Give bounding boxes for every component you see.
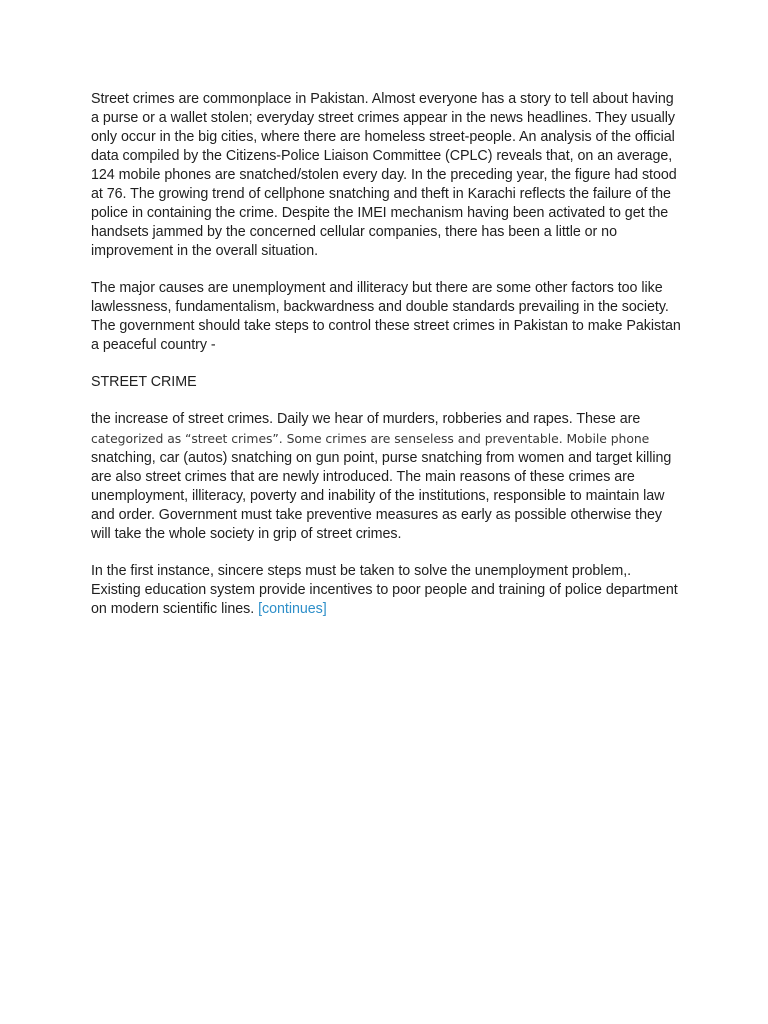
continues-link[interactable]: [continues]	[258, 601, 327, 617]
street-crime-text-c: snatching, car (autos) snatching on gun point, purse snatching from women and target killing are also street crimes that are newly introduced. The main reasons of these crimes are unemployment, illiteracy, poverty and inability of the institutions, responsible to maintain law and order. Government must take preventive measures as early as possible otherwise they will take the whole society in grip of street crimes.	[91, 450, 672, 542]
street-crime-text-b: categorized as “street crimes”. Some crimes are senseless and preventable. Mobile phone	[91, 431, 650, 446]
document-body	[91, 90, 683, 637]
street-crime-paragraph	[91, 410, 683, 544]
solution-paragraph	[91, 562, 683, 619]
causes-paragraph: The major causes are unemployment and illiteracy but there are some other factors too like lawlessness, fundamentalism, backwardness and double standards prevailing in the society. The government should take steps to control these street crimes in Pakistan to make Pakistan a peaceful country -	[91, 280, 681, 353]
street-crime-text-a: the increase of street crimes. Daily we hear of murders, robberies and rapes. These are	[91, 411, 641, 427]
section-heading: STREET CRIME	[91, 374, 197, 390]
intro-paragraph: Street crimes are commonplace in Pakistan. Almost everyone has a story to tell about having a purse or a wallet stolen; everyday street crimes appear in the news headlines. They usually only occur in the big cities, where there are homeless street-people. An analysis of the official data compiled by the Citizens-Police Liaison Committee (CPLC) reveals that, on an average, 124 mobile phones are snatched/stolen every day. In the preceding year, the figure had stood at 76. The growing trend of cellphone snatching and theft in Karachi reflects the failure of the police in containing the crime. Despite the IMEI mechanism having been activated to get the handsets jammed by the concerned cellular companies, there has been a little or no improvement in the overall situation.	[91, 91, 677, 259]
solution-text: In the first instance, sincere steps must be taken to solve the unemployment problem,. Existing education system provide incentives to poor people and training of police department on modern scientific lines.	[91, 563, 678, 617]
